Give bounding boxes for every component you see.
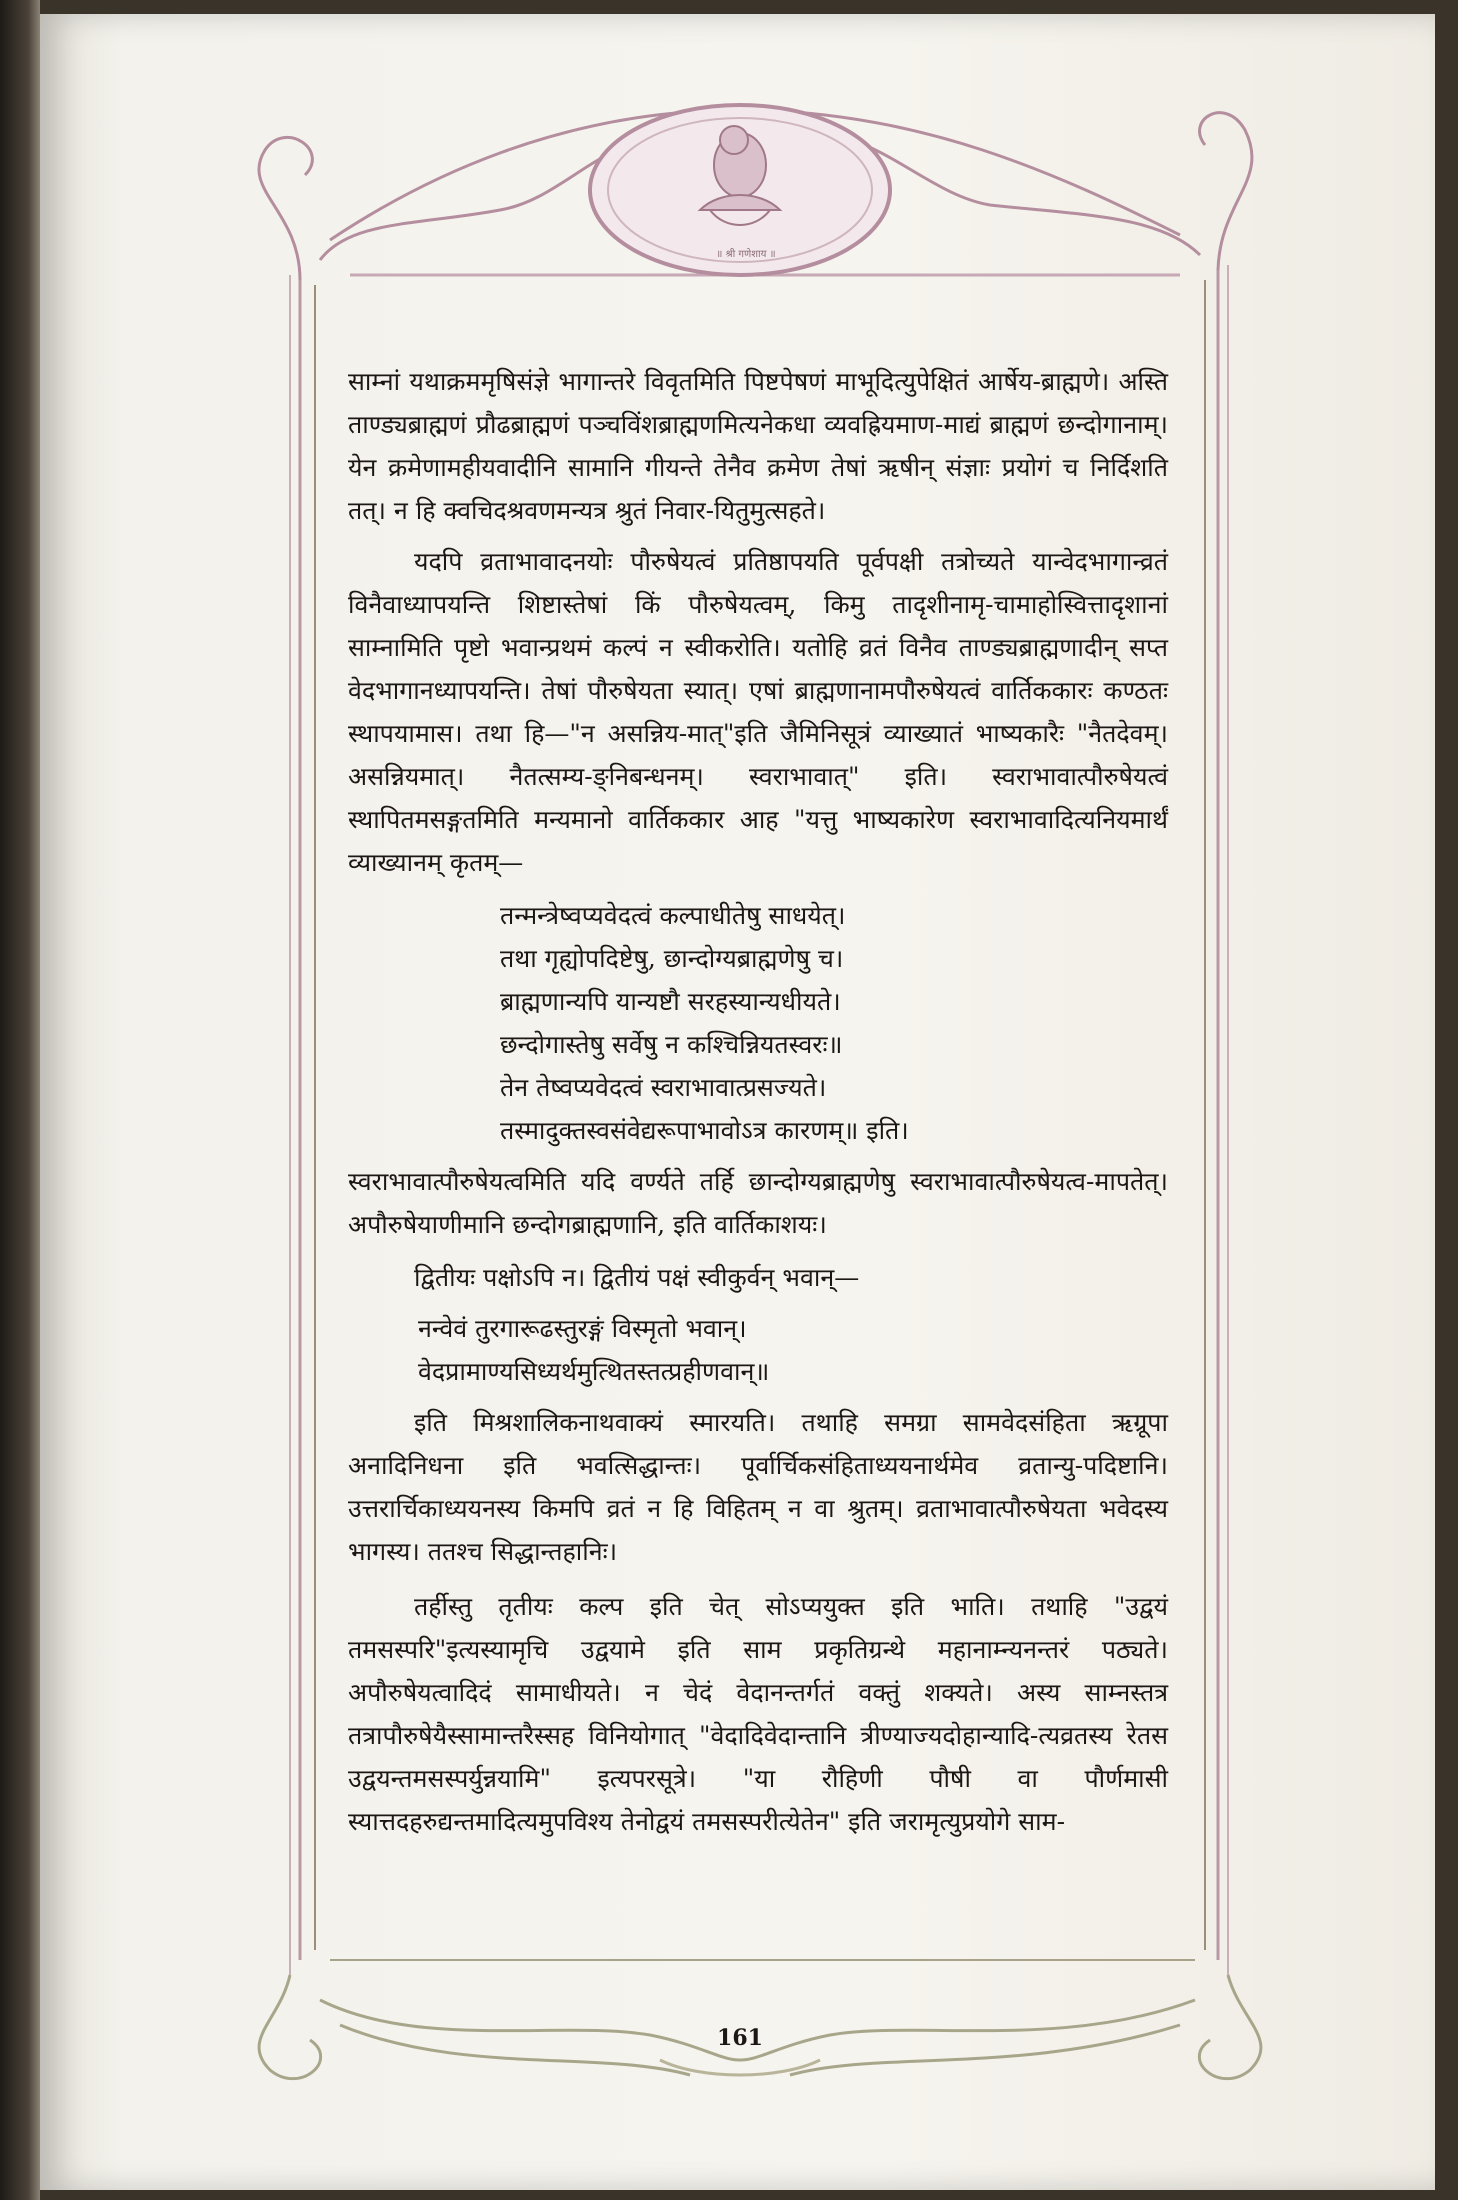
paragraph: इति मिश्रशालिकनाथवाक्यं स्मारयति। तथाहि समग्रा सामवेदसंहिता ऋग्रूपा अनादिनिधना इति भवत्सिद्धान्तः। पूर्वार्चिकसंहिताध्ययनार्थमेव व्रतान्यु-पदिष्टानि। उत्तरार्चिकाध्ययनस्य किमपि व्रतं न हि विहितम् न वा श्रुतम्। व्रताभावात्पौरुषेयता भवेदस्य भागस्य। ततश्च सिद्धान्तहानिः। <box>348 1408 1168 1566</box>
verse-block <box>418 1307 1168 1393</box>
verse-block <box>500 894 1168 1152</box>
verse-line: तेन तेष्वप्यवेदत्वं स्वराभावात्प्रसज्यते। <box>500 1073 827 1102</box>
paragraph: स्वराभावात्पौरुषेयत्वमिति यदि वर्ण्यते तर्हि छान्दोग्यब्राह्मणेषु स्वराभावात्पौरुषेयत्व-मापतेत्। अपौरुषेयाणीमानि छन्दोगब्राह्मणानि, इति वार्तिकाशयः। <box>348 1167 1168 1239</box>
page-text <box>348 360 1168 1843</box>
paragraph: यदपि व्रताभावादनयोः पौरुषेयत्वं प्रतिष्ठापयति पूर्वपक्षी तत्रोच्यते यान्वेदभागान्व्रतं विनैवाध्यापयन्ति शिष्टास्तेषां किं पौरुषेयत्वम्, किमु तादृशीनामृ-चामाहोस्वित्तादृशानां साम्नामिति पृष्टो भवान्प्रथमं कल्पं न स्वीकरोति। यतोहि व्रतं विनैव ताण्ड्यब्राह्मणादीन् सप्त वेदभागानध्यापयन्ति। तेषां पौरुषेयता स्यात्। एषां ब्राह्मणानामपौरुषेयत्वं वार्तिककारः कण्ठतः स्थापयामास। तथा हि—"न असन्निय-मात्"इति जैमिनिसूत्रं व्याख्यातं भाष्यकारैः "नैतदेवम्। असन्नियमात्। नैतत्सम्य-ङ्निबन्धनम्। स्वराभावात्" इति। स्वराभावात्पौरुषेयत्वं स्थापितमसङ्गतमिति मन्यमानो वार्तिककार आह "यत्तु भाष्यकारेण स्वराभावादित्यनियमार्थं व्याख्यानम् कृतम्— <box>348 547 1168 877</box>
verse-line: नन्वेवं तुरगारूढस्तुरङ्गं विस्मृतो भवान्। <box>418 1314 747 1343</box>
emblem-caption: ॥ श्री गणेशाय ॥ <box>716 249 776 260</box>
verse-line: ब्राह्मणान्यपि यान्यष्टौ सरहस्यान्यधीयते। <box>500 987 841 1016</box>
paragraph: द्वितीयः पक्षोऽपि न। द्वितीयं पक्षं स्वीकुर्वन् भवान्— <box>414 1263 860 1292</box>
verse-line: छन्दोगास्तेषु सर्वेषु न कश्चिन्नियतस्वरः॥ <box>500 1030 843 1059</box>
verse-line: तस्मादुक्तस्वसंवेद्यरूपाभावोऽत्र कारणम्॥ इति। <box>500 1116 909 1145</box>
verse-line: तथा गृह्योपदिष्टेषु, छान्दोग्यब्राह्मणेषु च। <box>500 944 844 973</box>
paragraph: तर्हीस्तु तृतीयः कल्प इति चेत् सोऽप्ययुक्त इति भाति। तथाहि "उद्वयं तमसस्परि"इत्यस्यामृचि उद्वयामे इति साम प्रकृतिग्रन्थे महानाम्न्यनन्तरं पठ्यते। अपौरुषेयत्वादिदं सामाधीयते। न चेदं वेदानन्तर्गतं वक्तुं शक्यते। अस्य साम्नस्तत्र तत्रापौरुषेयैस्सामान्तरैस्सह विनियोगात् "वेदादिवेदान्तानि त्रीण्याज्यदोहान्यादि-त्यव्रतस्य रेतस उद्वयन्तमसस्पर्युन्नयामि" इत्यपरसूत्रे। "या रौहिणी पौषी वा पौर्णमासी स्यात्तदहरुद्यन्तमादित्यमुपविश्य तेनोद्वयं तमसस्परीत्येतेन" इति जरामृत्युप्रयोगे साम- <box>348 1592 1168 1836</box>
page-number: 161 <box>717 2025 763 2051</box>
verse-line: तन्मन्त्रेष्वप्यवेदत्वं कल्पाधीतेषु साधयेत्। <box>500 901 846 930</box>
paragraph: साम्नां यथाक्रममृषिसंज्ञे भागान्तरे विवृतमिति पिष्टपेषणं माभूदित्युपेक्षितं आर्षेय-ब्राह्मणे। अस्ति ताण्ड्यब्राह्मणं प्रौढब्राह्मणं पञ्चविंशब्राह्मणमित्यनेकधा व्यवह्रियमाण-माद्यं ब्राह्मणं छन्दोगानाम्। येन क्रमेणामहीयवादीनि सामानि गीयन्ते तेनैव क्रमेण तेषां ऋषीन् संज्ञाः प्रयोगं च निर्दिशति तत्। न हि क्वचिदश्रवणमन्यत्र श्रुतं निवार-यितुमुत्सहते। <box>348 367 1168 525</box>
verse-line: वेदप्रामाण्यसिध्यर्थमुत्थितस्तत्प्रहीणवान्॥ <box>418 1357 770 1386</box>
